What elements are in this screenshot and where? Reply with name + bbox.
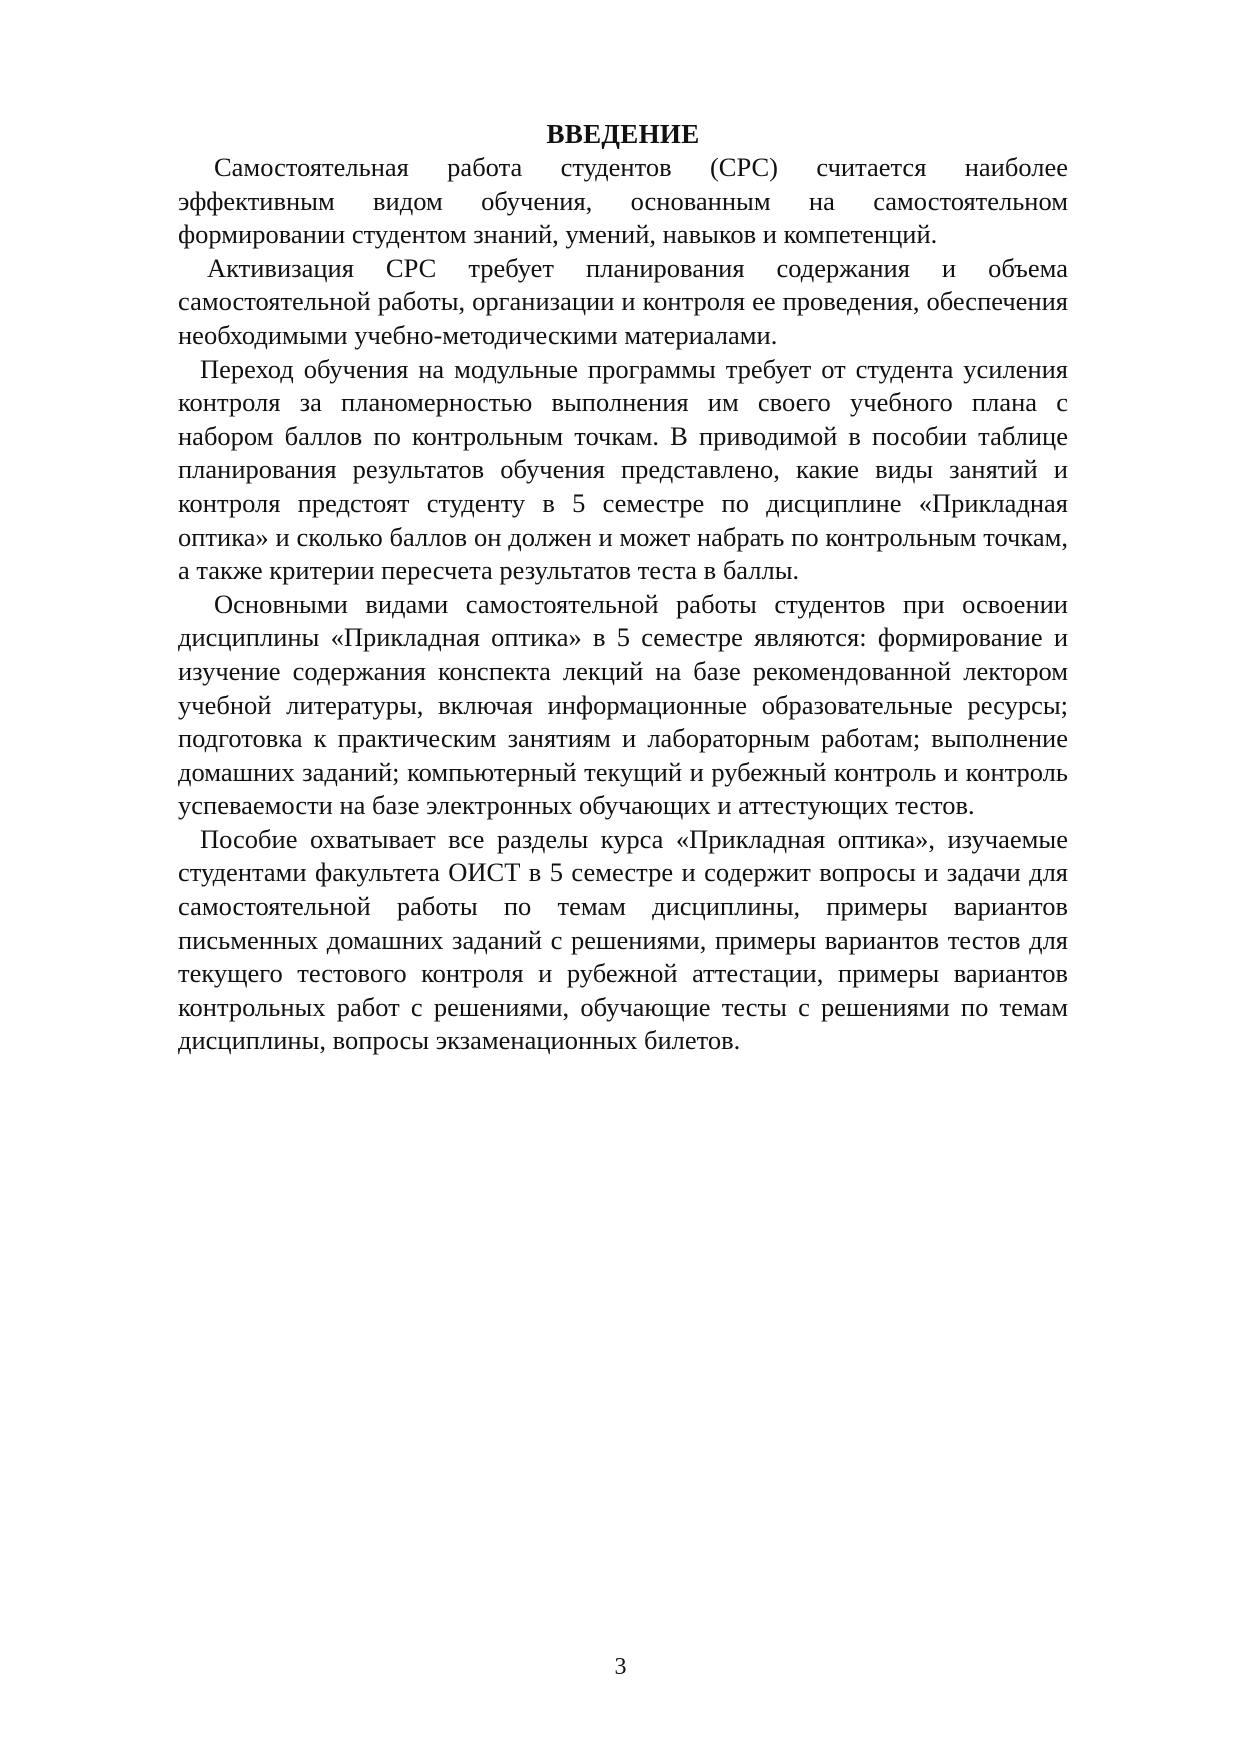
paragraph-modular-programs: Переход обучения на модульные программы требует от студента усиления контроля за планомерностью выполнения им своего учебного плана с набором баллов по контрольным точкам. В приводимой в пособии таблице планирования результатов обучения представлено, какие виды занятий и контроля предстоят студенту в 5 семестре по дисциплине «Прикладная оптика» и сколько баллов он должен и может набрать по контрольным точкам, а также критерии пересчета результатов теста в баллы. [178, 353, 1068, 586]
paragraph-main-work-types: Основными видами самостоятельной работы студентов при освоении дисциплины «Прикладная оптика» в 5 семестре являются: формирование и изучение содержания конспекта лекций на базе рекомендованной лектором учебной литературы, включая информационные образовательные ресурсы; подготовка к практическим занятиям и лабораторным работам; выполнение домашних заданий; компьютерный текущий и рубежный контроль и контроль успеваемости на базе электронных обучающих и аттестующих тестов. [178, 588, 1068, 821]
paragraph-activation: Активизация СРС требует планирования содержания и объема самостоятельной работы, организации и контроля ее проведения, обеспечения необходимыми учебно-методическими материалами. [178, 252, 1068, 350]
page-title: ВВЕДЕНИЕ [546, 119, 700, 149]
page-number: 3 [614, 1654, 627, 1680]
paragraph-manual-contents: Пособие охватывает все разделы курса «Прикладная оптика», изучаемые студентами факультета ОИСТ в 5 семестре и содержит вопросы и задачи для самостоятельной работы по темам дисциплины, примеры вариантов письменных домашних заданий с решениями, примеры вариантов тестов для текущего тестового контроля и рубежной аттестации, примеры вариантов контрольных работ с решениями, обучающие тесты с решениями по темам дисциплины, вопросы экзаменационных билетов. [178, 823, 1068, 1056]
paragraph-intro: Самостоятельная работа студентов (СРС) считается наиболее эффективным видом обучения, основанным на самостоятельном формировании студентом знаний, умений, навыков и компетенций. [178, 152, 1068, 250]
page-content [178, 117, 1068, 1058]
